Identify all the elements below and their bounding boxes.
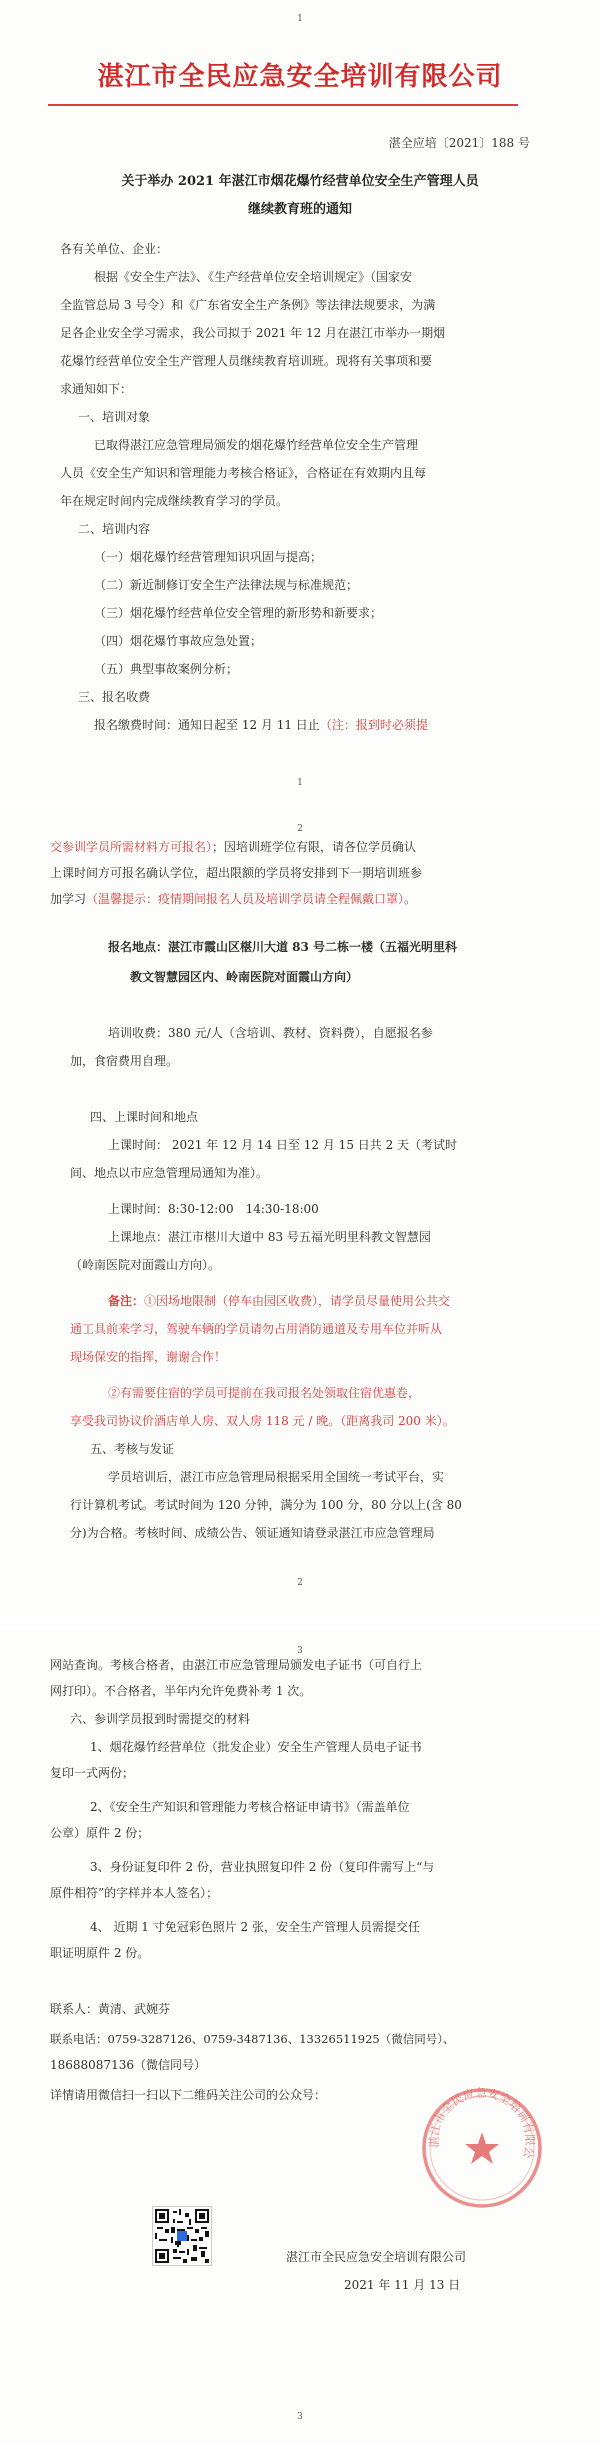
page-number-top: 2 (297, 824, 303, 834)
salutation: 各有关单位、企业： (60, 242, 169, 256)
remark-2-text: 享受我司协议价酒店单人房、双人房 118 元 / 晚。（距离我司 200 米）。 (70, 1414, 455, 1428)
document-page-2 (0, 808, 600, 1616)
section-6-item: 公章）原件 2 份； (50, 1826, 150, 1840)
section-6-item: 1、烟花爆竹经营单位（批发企业）安全生产管理人员电子证书 (90, 1740, 422, 1754)
class-place-line-2: （岭南医院对面霞山方向）。 (70, 1258, 221, 1272)
svg-text:湛江市全民应急安全培训有限公司: 湛江市全民应急安全培训有限公 (426, 2085, 538, 2160)
class-time-line-1: 上课时间： 2021 年 12 月 14 日至 12 月 15 日共 2 天（考试时 (108, 1138, 458, 1152)
page-number-bottom: 3 (297, 2412, 303, 2422)
mask-reminder: （温馨提示：疫情期间报名人员及培训学员请全程佩戴口罩） (86, 892, 405, 906)
class-hours: 上课时间：8:30-12:00 14:30-18:00 (108, 1202, 319, 1216)
wechat-note: 详情请用微信扫一扫以下二维码关注公司的公众号： (50, 2088, 327, 2102)
signature-company: 湛江市全民应急安全培训有限公司 (286, 2250, 467, 2264)
intro-line: 求通知如下： (60, 382, 133, 396)
page-number-bottom: 1 (297, 778, 303, 788)
section-6-item: 复印一式两份； (50, 1766, 135, 1780)
header-divider (48, 104, 518, 106)
signature-date: 2021 年 11 月 13 日 (344, 2278, 461, 2292)
section-1-heading: 一、培训对象 (78, 410, 151, 424)
document-page-1 (0, 0, 600, 808)
remark-1-text: 通工具前来学习，驾驶车辆的学员请勿占用消防通道及专用车位并听从 (70, 1322, 443, 1336)
page-number-top: 1 (297, 14, 303, 24)
section-6-item: 4、 近期 1 寸免冠彩色照片 2 张，安全生产管理人员需提交任 (90, 1920, 420, 1934)
intro-line: 足各企业安全学习需求，我公司拟于 2021 年 12 月在湛江市举办一期烟 (60, 326, 446, 340)
document-number: 湛全应培〔2021〕188 号 (388, 136, 530, 150)
registration-line-1 (50, 838, 416, 856)
contact-phone-line-2: 18688087136（微信同号） (50, 2058, 206, 2072)
training-fee-line-2: 加，食宿费用自理。 (70, 1054, 179, 1068)
remark-label: 备注： (108, 1294, 145, 1308)
section-2-item: （一）烟花爆竹经营管理知识巩固与提高； (94, 550, 323, 564)
page-number-bottom: 2 (297, 1578, 303, 1588)
document-page-3 (0, 1630, 600, 2444)
page-gap (0, 1616, 600, 1630)
fee-deadline-note: （注：报到时必须提 (319, 718, 428, 732)
fee-deadline-text: 报名缴费时间：通知日起至 12 月 11 日止 (94, 718, 320, 732)
document-title-line-2: 继续教育班的通知 (247, 202, 352, 217)
section-2-heading: 二、培训内容 (78, 522, 151, 536)
section-5-text: 学员培训后，湛江市应急管理局根据采用全国统一考试平台，实 (108, 1470, 445, 1484)
section-4-heading: 四、上课时间和地点 (90, 1110, 199, 1124)
section-5-text-cont: 网打印）。不合格者，半年内允许免费补考 1 次。 (50, 1684, 312, 1698)
registration-note: 交参训学员所需材料方可报名） (50, 840, 213, 854)
registration-location-line-1: 报名地点：湛江市霞山区椹川大道 83 号二栋一楼（五福光明里科 (108, 940, 458, 954)
section-2-item: （四）烟花爆竹事故应急处置； (94, 634, 263, 648)
section-1-text: 人员《安全生产知识和管理能力考核合格证》，合格证在有效期内且每 (60, 466, 427, 480)
section-1-text: 已取得湛江应急管理局颁发的烟花爆竹经营单位安全生产管理 (94, 438, 419, 452)
section-6-item: 原件相符”的字样并本人签名）； (50, 1886, 219, 1900)
section-2-item: （五）典型事故案例分析； (94, 662, 239, 676)
document-title-line-1: 关于举办 2021 年湛江市烟花爆竹经营单位安全生产管理人员 (121, 174, 479, 189)
section-6-item: 2、《安全生产知识和管理能力考核合格证申请书》（需盖单位 (90, 1800, 410, 1814)
remark-2-text: ②有需要住宿的学员可提前在我司报名处领取住宿优惠卷， (108, 1386, 421, 1400)
remark-1-text: 现场保安的指挥，谢谢合作！ (70, 1350, 227, 1364)
company-seal (418, 2084, 546, 2212)
section-5-text-cont: 网站查询。考核合格者，由湛江市应急管理局颁发电子证书（可自行上 (50, 1658, 423, 1672)
fee-deadline-line (94, 716, 428, 734)
section-6-item: 3、身份证复印件 2 份，营业执照复印件 2 份（复印件需写上“与 (90, 1860, 435, 1874)
section-5-text: 分)为合格。考核时间、成绩公告、领证通知请登录湛江市应急管理局 (70, 1526, 435, 1540)
page-number-top: 3 (297, 1646, 303, 1656)
section-3-heading: 三、报名收费 (78, 690, 151, 704)
contact-person: 联系人：黄清、武婉芬 (50, 2002, 171, 2016)
registration-line-2: 上课时间方可报名确认学位，超出限额的学员将安排到下一期培训班参 (50, 866, 423, 880)
company-header: 湛江市全民应急安全培训有限公司 (97, 62, 503, 92)
registration-end: 。 (404, 892, 417, 906)
section-6-item: 职证明原件 2 份。 (50, 1946, 150, 1960)
intro-line: 根据《安全生产法》、《生产经营单位安全培训规定》（国家安 (94, 270, 413, 284)
wechat-qr-code (152, 2206, 212, 2266)
class-place-line-1: 上课地点：湛江市椹川大道中 83 号五福光明里科教文智慧园 (108, 1230, 431, 1244)
contact-phone-line-1: 联系电话：0759-3287126、0759-3487136、13326511925（微信同号）、 (50, 2032, 455, 2046)
registration-location-line-2: 教文智慧园区内、岭南医院对面霞山方向） (130, 970, 359, 984)
section-5-text: 行计算机考试。考试时间为 120 分钟，满分为 100 分，80 分以上(含 80 (70, 1498, 462, 1512)
remark-1-text: ①因场地限制（停车由园区收费），请学员尽量使用公共交 (144, 1294, 451, 1308)
section-6-heading: 六、参训学员报到时需提交的材料 (70, 1712, 251, 1726)
page-gap (0, 800, 600, 808)
registration-line-3 (50, 890, 416, 908)
section-2-item: （二）新近制修订安全生产法律法规与标准规范； (94, 578, 359, 592)
registration-text: 加学习 (50, 892, 87, 906)
section-5-heading: 五、考核与发证 (90, 1442, 175, 1456)
section-1-text: 年在规定时间内完成继续教育学习的学员。 (60, 494, 289, 508)
registration-text: ；因培训班学位有限，请各位学员确认 (212, 840, 417, 854)
remark-line-1 (108, 1292, 450, 1310)
intro-line: 花爆竹经营单位安全生产管理人员继续教育培训班。现将有关事项和要 (60, 354, 433, 368)
training-fee-line-1: 培训收费：380 元/人（含培训、教材、资料费），自愿报名参 (108, 1026, 433, 1040)
intro-line: 全监管总局 3 号令）和《广东省安全生产条例》等法律法规要求，为满 (60, 298, 436, 312)
class-time-line-2: 间、地点以市应急管理局通知为准）。 (70, 1166, 269, 1180)
section-2-item: （三）烟花爆竹经营单位安全管理的新形势和新要求； (94, 606, 383, 620)
